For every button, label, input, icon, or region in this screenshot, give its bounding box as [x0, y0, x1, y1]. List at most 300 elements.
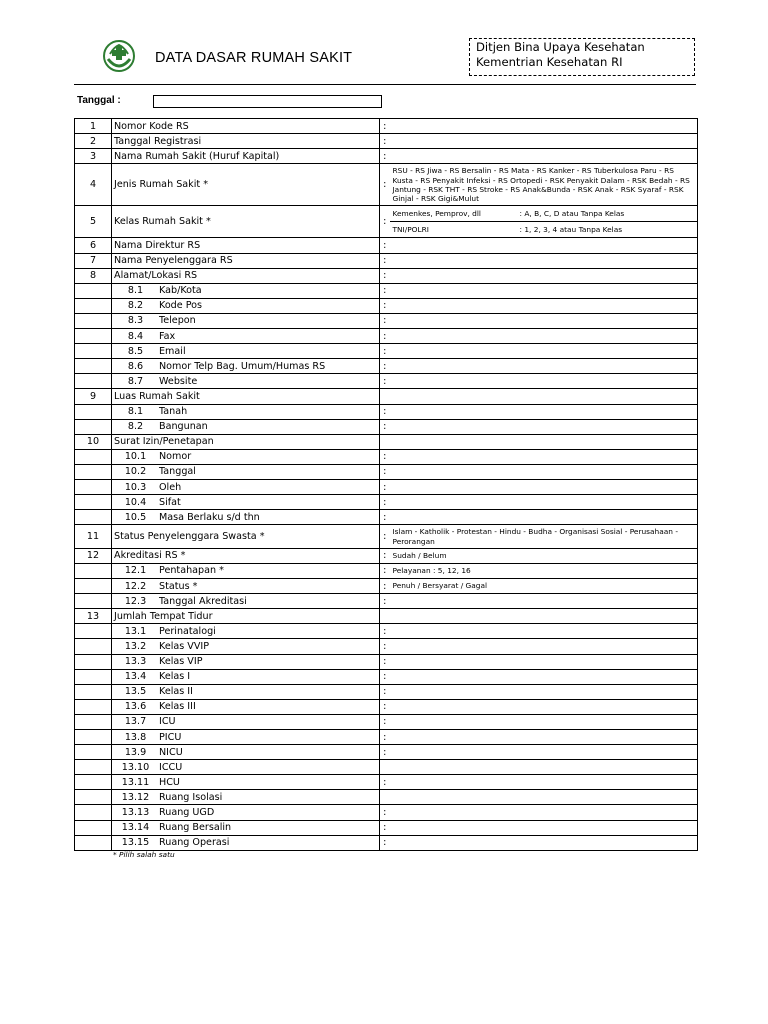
table-row	[75, 790, 698, 805]
row-number	[75, 374, 112, 389]
table-row	[75, 510, 698, 525]
table-row	[75, 669, 698, 684]
value-hint: Penuh / Bersyarat / Gagal	[392, 581, 488, 591]
row-number: 4	[75, 164, 112, 206]
colon: :	[380, 206, 390, 238]
value-field[interactable]	[390, 313, 698, 328]
table-row	[75, 283, 698, 298]
colon	[380, 389, 390, 404]
sub-label: Tanggal Akreditasi	[159, 595, 247, 607]
row-label-cell	[112, 495, 380, 510]
sub-number: 8.2	[127, 421, 144, 433]
row-label: Nomor Kode RS	[114, 120, 189, 132]
sub-label: ICCU	[159, 761, 183, 773]
table-row	[75, 389, 698, 404]
sub-number: 10.1	[124, 451, 147, 463]
row-label-cell	[112, 479, 380, 494]
sub-number: 13.1	[124, 625, 147, 637]
colon: :	[380, 283, 390, 298]
sub-number: 8.7	[127, 375, 144, 387]
row-label-cell	[112, 206, 380, 238]
table-row	[75, 548, 698, 563]
row-label-cell	[112, 268, 380, 283]
tanggal-input[interactable]	[153, 95, 382, 108]
row-label-cell	[112, 775, 380, 790]
colon	[380, 760, 390, 775]
table-row	[75, 745, 698, 760]
row-number	[75, 760, 112, 775]
value-field[interactable]	[390, 699, 698, 714]
colon: :	[380, 479, 390, 494]
option-value: : A, B, C, D atau Tanpa Kelas	[519, 209, 625, 219]
sub-number: 13.9	[124, 746, 147, 758]
row-number	[75, 329, 112, 344]
colon: :	[380, 149, 390, 164]
option-key: TNI/POLRI	[392, 225, 429, 235]
colon: :	[380, 495, 390, 510]
sub-number: 13.12	[121, 791, 150, 803]
table-row	[75, 654, 698, 669]
sub-number: 8.1	[127, 406, 144, 418]
row-label-cell	[112, 835, 380, 850]
table-row	[75, 253, 698, 268]
value-field[interactable]	[390, 419, 698, 434]
row-label-cell	[112, 820, 380, 835]
row-number: 10	[75, 434, 112, 449]
row-number: 8	[75, 268, 112, 283]
value-field[interactable]	[390, 609, 698, 624]
value-field[interactable]	[390, 729, 698, 744]
table-row	[75, 760, 698, 775]
row-label-cell	[112, 654, 380, 669]
sub-number: 10.5	[124, 511, 147, 523]
row-number	[75, 419, 112, 434]
table-row	[75, 238, 698, 253]
value-field[interactable]	[390, 669, 698, 684]
colon: :	[380, 699, 390, 714]
value-field[interactable]	[390, 495, 698, 510]
sub-label: Oleh	[159, 481, 182, 493]
table-row	[75, 624, 698, 639]
value-field[interactable]	[390, 206, 698, 238]
value-field[interactable]	[390, 745, 698, 760]
row-label-cell	[112, 563, 380, 578]
colon: :	[380, 313, 390, 328]
row-number	[75, 745, 112, 760]
colon: :	[380, 134, 390, 149]
sub-number: 12.3	[124, 595, 147, 607]
row-label: Jenis Rumah Sakit *	[114, 179, 208, 191]
row-number: 3	[75, 149, 112, 164]
sub-label: Perinatalogi	[159, 625, 216, 637]
row-label-cell	[112, 790, 380, 805]
sub-number: 10.4	[124, 496, 147, 508]
colon: :	[380, 419, 390, 434]
row-number	[75, 510, 112, 525]
colon: :	[380, 805, 390, 820]
row-number	[75, 835, 112, 850]
row-number	[75, 729, 112, 744]
row-label-cell	[112, 389, 380, 404]
row-number	[75, 654, 112, 669]
row-label-cell	[112, 238, 380, 253]
sub-number: 13.13	[121, 806, 150, 818]
class-option	[390, 206, 698, 221]
colon: :	[380, 164, 390, 206]
table-row	[75, 479, 698, 494]
row-number	[75, 820, 112, 835]
sub-label: Pentahapan *	[159, 565, 224, 577]
colon: :	[380, 510, 390, 525]
form-table-body	[75, 119, 698, 851]
row-number	[75, 684, 112, 699]
row-label-cell	[112, 164, 380, 206]
value-field[interactable]	[390, 714, 698, 729]
row-label-cell	[112, 639, 380, 654]
sub-label: Nomor Telp Bag. Umum/Humas RS	[159, 360, 326, 372]
colon: :	[380, 835, 390, 850]
table-row	[75, 714, 698, 729]
sub-number: 13.11	[121, 776, 150, 788]
colon: :	[380, 563, 390, 578]
row-label-cell	[112, 510, 380, 525]
sub-label: Kelas VIP	[159, 656, 203, 668]
row-number: 1	[75, 119, 112, 134]
value-field[interactable]	[390, 359, 698, 374]
value-hint: RSU - RS Jiwa - RS Bersalin - RS Mata - RS Kanker - RS Tuberkulosa Paru - RS Kusta - RS Penyakit Infeksi - RS Ortopedi - RSK Penyakit Dalam - RSK Bedah - RS Jantung - RSK THT - RS Stroke - RS Anak&Bunda - RSK Anak - RSK Syaraf - RSK Ginjal - RSK Gigi&Mulut	[392, 166, 690, 204]
colon: :	[380, 374, 390, 389]
sub-number: 8.3	[127, 315, 144, 327]
row-number	[75, 359, 112, 374]
row-label-cell	[112, 449, 380, 464]
ditjen-line-1: Ditjen Bina Upaya Kesehatan	[476, 40, 645, 54]
table-row	[75, 206, 698, 238]
row-number	[75, 464, 112, 479]
row-label-cell	[112, 624, 380, 639]
value-field[interactable]	[390, 525, 698, 549]
value-field[interactable]	[390, 298, 698, 313]
table-row	[75, 329, 698, 344]
sub-number: 13.7	[124, 716, 147, 728]
row-number: 2	[75, 134, 112, 149]
colon: :	[380, 714, 390, 729]
row-label-cell	[112, 669, 380, 684]
row-label-cell	[112, 253, 380, 268]
colon: :	[380, 238, 390, 253]
class-option	[390, 222, 698, 237]
value-field[interactable]	[390, 434, 698, 449]
value-field[interactable]	[390, 639, 698, 654]
sub-label: Ruang UGD	[159, 806, 215, 818]
sub-number: 12.1	[124, 565, 147, 577]
table-row	[75, 449, 698, 464]
table-row	[75, 359, 698, 374]
table-row	[75, 609, 698, 624]
value-field[interactable]	[390, 579, 698, 594]
value-field[interactable]	[390, 344, 698, 359]
colon: :	[380, 654, 390, 669]
option-value: : 1, 2, 3, 4 atau Tanpa Kelas	[519, 225, 623, 235]
header-divider	[74, 84, 696, 85]
value-field[interactable]	[390, 283, 698, 298]
row-label-cell	[112, 548, 380, 563]
sub-number: 13.5	[124, 686, 147, 698]
colon: :	[380, 669, 390, 684]
value-field[interactable]	[390, 805, 698, 820]
table-row	[75, 298, 698, 313]
sub-label: HCU	[159, 776, 180, 788]
colon: :	[380, 548, 390, 563]
footnote: * Pilih salah satu	[113, 850, 175, 859]
row-label-cell	[112, 805, 380, 820]
colon: :	[380, 449, 390, 464]
table-row	[75, 495, 698, 510]
value-field[interactable]	[390, 684, 698, 699]
table-row	[75, 820, 698, 835]
colon: :	[380, 525, 390, 549]
table-row	[75, 729, 698, 744]
sub-number: 10.2	[124, 466, 147, 478]
value-field[interactable]	[390, 238, 698, 253]
row-label-cell	[112, 745, 380, 760]
row-label: Luas Rumah Sakit	[114, 390, 200, 402]
row-number	[75, 495, 112, 510]
row-label: Akreditasi RS *	[114, 550, 186, 562]
colon: :	[380, 594, 390, 609]
row-label-cell	[112, 609, 380, 624]
sub-number: 13.4	[124, 671, 147, 683]
row-number	[75, 404, 112, 419]
row-label-cell	[112, 714, 380, 729]
sub-label: Ruang Bersalin	[159, 822, 232, 834]
ditjen-line-2: Kementrian Kesehatan RI	[476, 54, 623, 69]
value-field[interactable]	[390, 253, 698, 268]
sub-label: NICU	[159, 746, 183, 758]
colon: :	[380, 359, 390, 374]
value-field[interactable]	[390, 119, 698, 134]
row-label-cell	[112, 729, 380, 744]
value-field[interactable]	[390, 268, 698, 283]
row-label-cell	[112, 464, 380, 479]
colon	[380, 790, 390, 805]
value-field[interactable]	[390, 510, 698, 525]
value-field[interactable]	[390, 624, 698, 639]
table-row	[75, 835, 698, 850]
table-row	[75, 464, 698, 479]
page-title: DATA DASAR RUMAH SAKIT	[155, 50, 353, 66]
sub-number: 8.4	[127, 330, 144, 342]
colon: :	[380, 745, 390, 760]
row-label-cell	[112, 119, 380, 134]
colon: :	[380, 268, 390, 283]
row-number	[75, 563, 112, 578]
colon: :	[380, 639, 390, 654]
table-row	[75, 805, 698, 820]
sub-number: 13.2	[124, 640, 147, 652]
colon	[380, 609, 390, 624]
option-key: Kemenkes, Pemprov, dll	[392, 209, 481, 219]
value-field[interactable]	[390, 149, 698, 164]
row-label: Jumlah Tempat Tidur	[114, 610, 213, 622]
row-number	[75, 579, 112, 594]
value-field[interactable]	[390, 479, 698, 494]
sub-label: Website	[159, 375, 198, 387]
sub-number: 13.6	[124, 701, 147, 713]
row-label-cell	[112, 579, 380, 594]
row-label-cell	[112, 699, 380, 714]
value-field[interactable]	[390, 654, 698, 669]
value-field[interactable]	[390, 760, 698, 775]
table-row	[75, 134, 698, 149]
sub-label: Kab/Kota	[159, 285, 202, 297]
colon: :	[380, 329, 390, 344]
table-row	[75, 775, 698, 790]
colon: :	[380, 579, 390, 594]
row-label-cell	[112, 684, 380, 699]
row-number	[75, 449, 112, 464]
colon: :	[380, 298, 390, 313]
value-field[interactable]	[390, 563, 698, 578]
row-number	[75, 639, 112, 654]
row-number	[75, 298, 112, 313]
value-hint: Sudah / Belum	[392, 551, 447, 561]
value-field[interactable]	[390, 790, 698, 805]
table-row	[75, 699, 698, 714]
sub-number: 8.1	[127, 285, 144, 297]
row-label: Nama Direktur RS	[114, 240, 201, 252]
colon: :	[380, 344, 390, 359]
sub-label: Kelas I	[159, 671, 191, 683]
colon: :	[380, 820, 390, 835]
sub-label: Masa Berlaku s/d thn	[159, 511, 260, 523]
value-field[interactable]	[390, 464, 698, 479]
sub-number: 12.2	[124, 580, 147, 592]
table-row	[75, 344, 698, 359]
sub-number: 13.10	[121, 761, 150, 773]
colon: :	[380, 729, 390, 744]
row-number: 5	[75, 206, 112, 238]
ditjen-box	[469, 38, 695, 76]
table-row	[75, 119, 698, 134]
value-field[interactable]	[390, 775, 698, 790]
value-field[interactable]	[390, 835, 698, 850]
row-number	[75, 624, 112, 639]
row-number	[75, 313, 112, 328]
sub-label: Telepon	[159, 315, 196, 327]
row-label-cell	[112, 359, 380, 374]
table-row	[75, 594, 698, 609]
sub-label: ICU	[159, 716, 176, 728]
row-number: 12	[75, 548, 112, 563]
colon: :	[380, 775, 390, 790]
value-field[interactable]	[390, 404, 698, 419]
row-number	[75, 790, 112, 805]
row-label: Surat Izin/Penetapan	[114, 436, 214, 448]
sub-label: Ruang Isolasi	[159, 791, 223, 803]
sub-label: Tanah	[159, 406, 188, 418]
row-label: Alamat/Lokasi RS	[114, 270, 198, 282]
row-label-cell	[112, 134, 380, 149]
row-label-cell	[112, 419, 380, 434]
sub-number: 13.3	[124, 656, 147, 668]
row-label-cell	[112, 313, 380, 328]
value-field[interactable]	[390, 374, 698, 389]
row-number: 11	[75, 525, 112, 549]
table-row	[75, 525, 698, 549]
sub-number: 8.5	[127, 345, 144, 357]
colon: :	[380, 684, 390, 699]
row-number	[75, 714, 112, 729]
row-number: 6	[75, 238, 112, 253]
value-field[interactable]	[390, 329, 698, 344]
value-field[interactable]	[390, 548, 698, 563]
row-label: Kelas Rumah Sakit *	[114, 216, 211, 228]
table-row	[75, 268, 698, 283]
colon: :	[380, 119, 390, 134]
sub-label: Kelas III	[159, 701, 196, 713]
sub-number: 13.8	[124, 731, 147, 743]
kemenkes-logo-icon	[102, 39, 136, 73]
row-number	[75, 669, 112, 684]
sub-label: Sifat	[159, 496, 181, 508]
colon: :	[380, 624, 390, 639]
value-hint: Pelayanan : 5, 12, 16	[392, 566, 471, 576]
value-field[interactable]	[390, 594, 698, 609]
sub-number: 8.6	[127, 360, 144, 372]
table-row	[75, 149, 698, 164]
table-row	[75, 419, 698, 434]
sub-label: Bangunan	[159, 421, 208, 433]
form-table	[74, 118, 698, 851]
colon: :	[380, 464, 390, 479]
table-row	[75, 313, 698, 328]
sub-label: Nomor	[159, 451, 192, 463]
sub-label: Ruang Operasi	[159, 837, 230, 849]
table-row	[75, 579, 698, 594]
table-row	[75, 434, 698, 449]
sub-label: Tanggal	[159, 466, 196, 478]
sub-label: Kode Pos	[159, 300, 203, 312]
table-row	[75, 404, 698, 419]
value-field[interactable]	[390, 820, 698, 835]
row-number	[75, 479, 112, 494]
row-number	[75, 283, 112, 298]
row-number: 9	[75, 389, 112, 404]
row-label-cell	[112, 344, 380, 359]
row-label: Nama Penyelenggara RS	[114, 255, 233, 267]
sub-number: 10.3	[124, 481, 147, 493]
row-label: Nama Rumah Sakit (Huruf Kapital)	[114, 150, 280, 162]
sub-label: PICU	[159, 731, 182, 743]
row-number	[75, 344, 112, 359]
value-field[interactable]	[390, 134, 698, 149]
row-label-cell	[112, 434, 380, 449]
value-hint: Islam - Katholik - Protestan - Hindu - Budha - Organisasi Sosial - Perusahaan - Perorangan	[392, 527, 678, 546]
value-field[interactable]	[390, 449, 698, 464]
sub-number: 8.2	[127, 300, 144, 312]
row-number: 13	[75, 609, 112, 624]
sub-number: 13.15	[121, 837, 150, 849]
sub-number: 13.14	[121, 822, 150, 834]
value-field[interactable]	[390, 389, 698, 404]
row-label: Tanggal Registrasi	[114, 135, 202, 147]
colon: :	[380, 253, 390, 268]
table-row	[75, 164, 698, 206]
sub-label: Fax	[159, 330, 176, 342]
value-field[interactable]	[390, 164, 698, 206]
row-label-cell	[112, 298, 380, 313]
table-row	[75, 684, 698, 699]
